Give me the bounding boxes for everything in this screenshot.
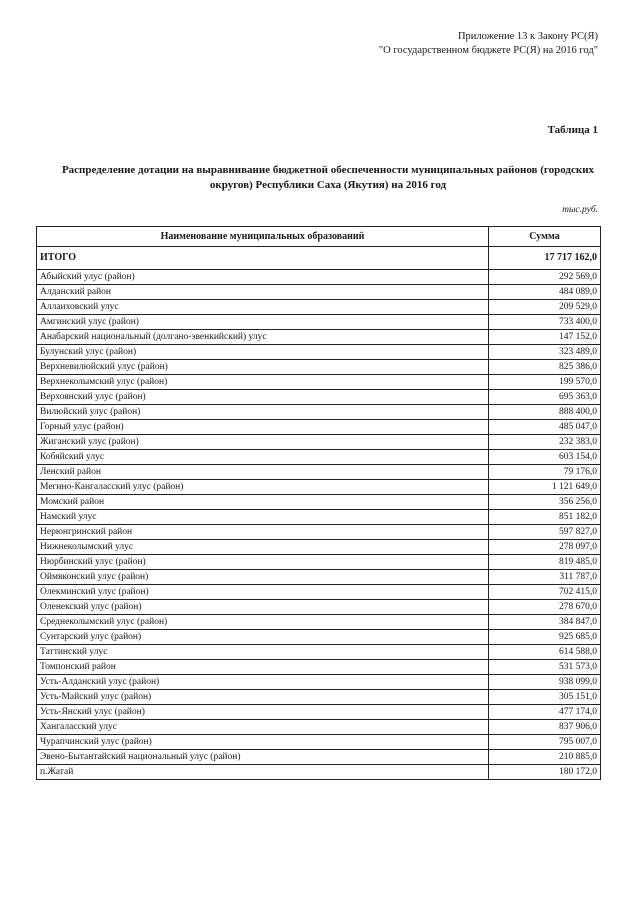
subsidy-amount: 311 787,0 — [489, 570, 601, 585]
subsidy-amount: 356 256,0 — [489, 495, 601, 510]
table-row — [37, 585, 601, 600]
municipality-name: Алданский район — [37, 285, 489, 300]
table-row — [37, 480, 601, 495]
table-label: Таблица 1 — [547, 124, 598, 136]
municipality-name: Абыйский улус (район) — [37, 270, 489, 285]
municipality-name: Намский улус — [37, 510, 489, 525]
subsidy-amount: 614 588,0 — [489, 645, 601, 660]
subsidy-amount: 837 906,0 — [489, 720, 601, 735]
municipality-name: Анабарский национальный (долгано-эвенкийский) улус — [37, 330, 489, 345]
municipality-name: Горный улус (район) — [37, 420, 489, 435]
table-row — [37, 705, 601, 720]
table-row — [37, 360, 601, 375]
table-row — [37, 630, 601, 645]
units-label: тыс.руб. — [562, 205, 598, 215]
subsidy-amount: 180 172,0 — [489, 765, 601, 780]
subsidy-amount: 819 485,0 — [489, 555, 601, 570]
municipality-name: Верхоянский улус (район) — [37, 390, 489, 405]
subsidy-amount: 925 685,0 — [489, 630, 601, 645]
municipality-name: Нерюнгринский район — [37, 525, 489, 540]
table-row — [37, 510, 601, 525]
municipality-name: Ленский район — [37, 465, 489, 480]
subsidy-table — [36, 226, 601, 780]
subsidy-amount: 938 099,0 — [489, 675, 601, 690]
municipality-name: Верхневилюйский улус (район) — [37, 360, 489, 375]
table-row — [37, 375, 601, 390]
appendix-note — [379, 30, 598, 58]
municipality-name: Хангаласский улус — [37, 720, 489, 735]
total-label: ИТОГО — [37, 247, 489, 270]
table-row — [37, 570, 601, 585]
subsidy-amount: 531 573,0 — [489, 660, 601, 675]
table-row — [37, 750, 601, 765]
municipality-name: Кобяйский улус — [37, 450, 489, 465]
municipality-name: Нюрбинский улус (район) — [37, 555, 489, 570]
table-row — [37, 315, 601, 330]
municipality-name: Оленекский улус (район) — [37, 600, 489, 615]
municipality-name: Момский район — [37, 495, 489, 510]
subsidy-amount: 278 670,0 — [489, 600, 601, 615]
table-row — [37, 270, 601, 285]
table-row — [37, 690, 601, 705]
title-line-1: Распределение дотации на выравнивание бюджетной обеспеченности муниципальных районов (городских — [61, 164, 595, 176]
appendix-line-1: Приложение 13 к Закону РС(Я) — [457, 31, 598, 42]
subsidy-amount: 1 121 649,0 — [489, 480, 601, 495]
municipality-name: Жиганский улус (район) — [37, 435, 489, 450]
subsidy-amount: 702 415,0 — [489, 585, 601, 600]
table-row — [37, 405, 601, 420]
table-row — [37, 615, 601, 630]
municipality-name: Сунтарский улус (район) — [37, 630, 489, 645]
municipality-name: Олекминский улус (район) — [37, 585, 489, 600]
table-row — [37, 435, 601, 450]
municipality-name: Среднеколымский улус (район) — [37, 615, 489, 630]
municipality-name: Усть-Янский улус (район) — [37, 705, 489, 720]
table-row — [37, 390, 601, 405]
subsidy-amount: 305 151,0 — [489, 690, 601, 705]
document-title — [58, 163, 598, 193]
municipality-name: Булунский улус (район) — [37, 345, 489, 360]
table-row — [37, 285, 601, 300]
municipality-name: п.Жатай — [37, 765, 489, 780]
table-row — [37, 660, 601, 675]
subsidy-amount: 888 400,0 — [489, 405, 601, 420]
subsidy-amount: 384 847,0 — [489, 615, 601, 630]
table-row — [37, 300, 601, 315]
municipality-name: Эвено-Бытантайский национальный улус (район) — [37, 750, 489, 765]
subsidy-amount: 851 182,0 — [489, 510, 601, 525]
table-row — [37, 720, 601, 735]
subsidy-amount: 278 097,0 — [489, 540, 601, 555]
municipality-name: Оймяконский улус (район) — [37, 570, 489, 585]
municipality-name: Вилюйский улус (район) — [37, 405, 489, 420]
table-row — [37, 420, 601, 435]
municipality-name: Томпонский район — [37, 660, 489, 675]
subsidy-amount: 597 827,0 — [489, 525, 601, 540]
table-row — [37, 345, 601, 360]
subsidy-amount: 210 885,0 — [489, 750, 601, 765]
municipality-name: Усть-Алданский улус (район) — [37, 675, 489, 690]
table-row — [37, 735, 601, 750]
table-row — [37, 330, 601, 345]
table-row — [37, 525, 601, 540]
table-header-row — [37, 227, 601, 247]
subsidy-amount: 825 386,0 — [489, 360, 601, 375]
subsidy-amount: 733 400,0 — [489, 315, 601, 330]
municipality-name: Амгинский улус (район) — [37, 315, 489, 330]
table-row — [37, 555, 601, 570]
municipality-name: Аллаиховский улус — [37, 300, 489, 315]
subsidy-amount: 147 152,0 — [489, 330, 601, 345]
table-row — [37, 645, 601, 660]
subsidy-amount: 603 154,0 — [489, 450, 601, 465]
subsidy-amount: 695 363,0 — [489, 390, 601, 405]
total-value: 17 717 162,0 — [489, 247, 601, 270]
table-row — [37, 450, 601, 465]
subsidy-amount: 485 047,0 — [489, 420, 601, 435]
table-row — [37, 540, 601, 555]
header-municipality: Наименование муниципальных образований — [37, 227, 489, 247]
subsidy-amount: 323 489,0 — [489, 345, 601, 360]
table-row — [37, 465, 601, 480]
municipality-name: Усть-Майский улус (район) — [37, 690, 489, 705]
subsidy-amount: 795 007,0 — [489, 735, 601, 750]
total-row — [37, 247, 601, 270]
subsidy-amount: 79 176,0 — [489, 465, 601, 480]
municipality-name: Мегино-Кангаласский улус (район) — [37, 480, 489, 495]
appendix-line-2: "О государственном бюджете РС(Я) на 2016 год" — [378, 45, 598, 56]
municipality-name: Чурапчинский улус (район) — [37, 735, 489, 750]
header-sum: Сумма — [489, 227, 601, 247]
subsidy-amount: 292 569,0 — [489, 270, 601, 285]
table-row — [37, 600, 601, 615]
title-line-2: округов) Республики Саха (Якутия) на 2016 год — [209, 179, 447, 191]
subsidy-amount: 209 529,0 — [489, 300, 601, 315]
municipality-name: Таттинский улус — [37, 645, 489, 660]
municipality-name: Верхнеколымский улус (район) — [37, 375, 489, 390]
municipality-name: Нижнеколымский улус — [37, 540, 489, 555]
subsidy-amount: 232 383,0 — [489, 435, 601, 450]
table-row — [37, 675, 601, 690]
table-row — [37, 495, 601, 510]
table-row — [37, 765, 601, 780]
subsidy-amount: 484 089,0 — [489, 285, 601, 300]
subsidy-amount: 477 174,0 — [489, 705, 601, 720]
subsidy-amount: 199 570,0 — [489, 375, 601, 390]
